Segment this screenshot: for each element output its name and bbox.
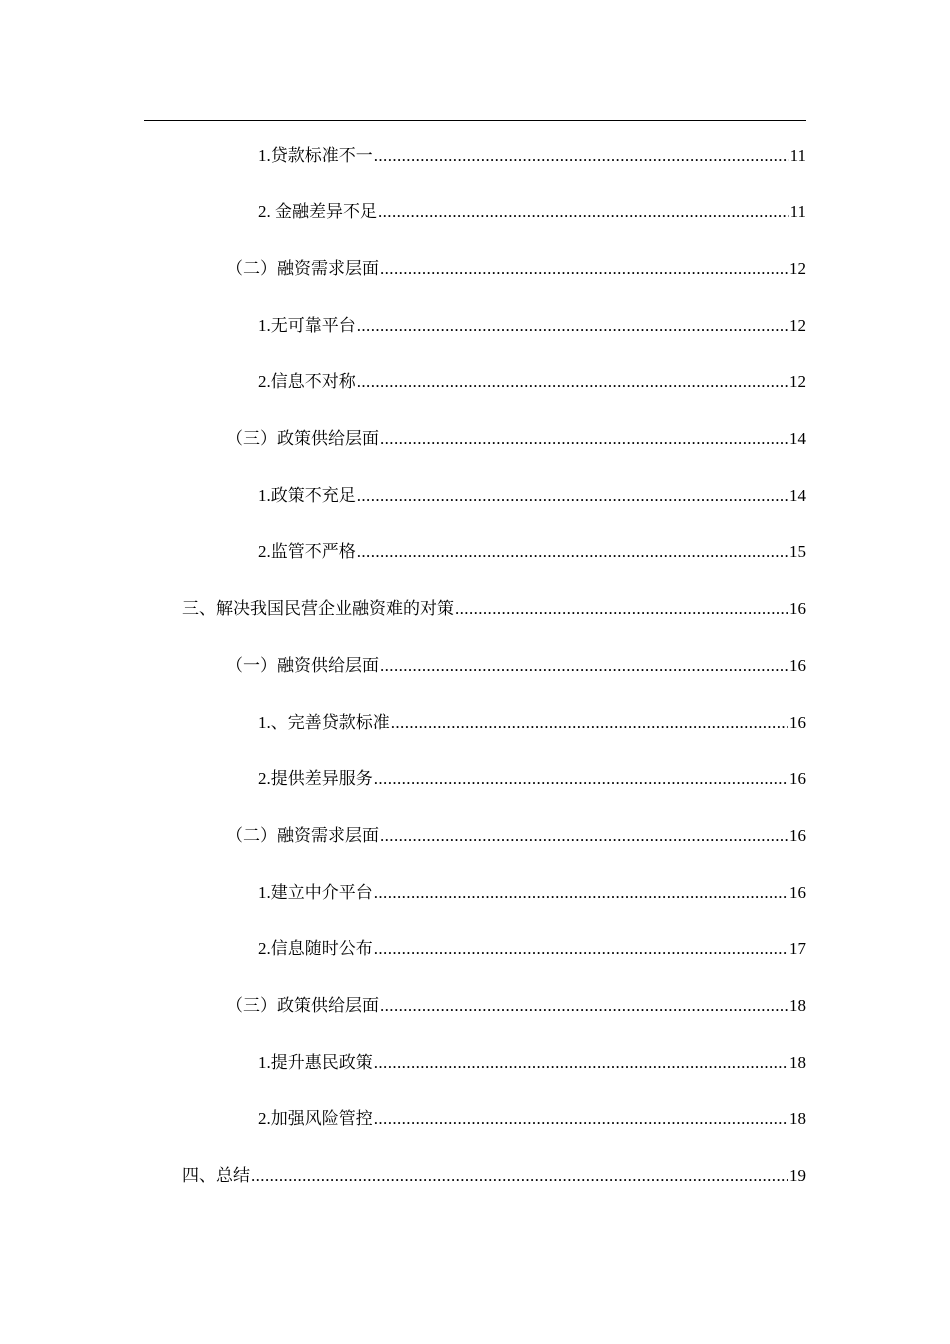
toc-dot-leader xyxy=(357,317,788,334)
toc-page-number: 16 xyxy=(789,882,806,902)
toc-entry-label: （三）政策供给层面 xyxy=(226,429,379,448)
toc-dot-leader xyxy=(357,373,788,390)
toc-page-number: 16 xyxy=(789,712,806,732)
toc-entry[interactable] xyxy=(182,581,806,637)
toc-page-number: 19 xyxy=(789,1166,806,1186)
toc-entry[interactable] xyxy=(258,694,806,750)
toc-entry[interactable] xyxy=(258,524,806,580)
toc-page-number: 16 xyxy=(789,825,806,845)
toc-entry[interactable] xyxy=(258,127,806,183)
toc-page-number: 12 xyxy=(789,372,806,392)
toc-page-number: 16 xyxy=(789,599,806,619)
toc-entry[interactable] xyxy=(258,1091,806,1147)
toc-dot-leader xyxy=(455,600,788,617)
toc-entry[interactable] xyxy=(226,807,806,863)
toc-entry-label: 1.政策不充足 xyxy=(258,485,356,505)
toc-entry-label: 2.监管不严格 xyxy=(258,542,356,562)
toc-page-number: 12 xyxy=(789,315,806,335)
toc-entry-label: 1.提升惠民政策 xyxy=(258,1052,373,1072)
toc-page-number: 18 xyxy=(789,1109,806,1129)
toc-dot-leader xyxy=(380,430,788,447)
toc-entry-label: 2. 金融差异不足 xyxy=(258,202,377,222)
toc-dot-leader xyxy=(374,940,788,957)
toc-page-number: 11 xyxy=(789,145,806,165)
toc-entry[interactable] xyxy=(258,297,806,353)
toc-page-number: 16 xyxy=(789,769,806,789)
toc-page-number: 16 xyxy=(789,655,806,675)
toc-entry[interactable] xyxy=(258,751,806,807)
header-rule xyxy=(144,120,806,121)
toc-entry[interactable] xyxy=(182,1148,806,1204)
toc-entry[interactable] xyxy=(258,184,806,240)
toc-page-number: 11 xyxy=(789,202,806,222)
toc-entry-label: （二）融资需求层面 xyxy=(226,825,379,845)
toc-dot-leader xyxy=(378,203,789,220)
toc-entry[interactable] xyxy=(226,411,806,467)
toc-dot-leader xyxy=(251,1167,788,1184)
toc-entry[interactable] xyxy=(258,921,806,977)
toc-dot-leader xyxy=(380,827,788,844)
toc-page-number: 15 xyxy=(789,542,806,562)
toc-entry-label: 1.建立中介平台 xyxy=(258,882,373,902)
toc-entry[interactable] xyxy=(258,467,806,523)
toc-dot-leader xyxy=(374,147,789,164)
toc-entry[interactable] xyxy=(226,978,806,1034)
toc-entry[interactable] xyxy=(226,240,806,296)
toc-entry-label: 1.贷款标准不一 xyxy=(258,145,373,165)
toc-entry-label: （一）融资供给层面 xyxy=(226,655,379,675)
toc-entry-label: 2.信息不对称 xyxy=(258,372,356,392)
toc-entry-label: 四、总结 xyxy=(182,1166,250,1186)
toc-page-number: 12 xyxy=(789,258,806,278)
toc-entry-label: 1.、完善贷款标准 xyxy=(258,712,390,732)
toc-entry-label: 三、解决我国民营企业融资难的对策 xyxy=(182,599,454,619)
toc-entry[interactable] xyxy=(226,637,806,693)
toc-dot-leader xyxy=(380,657,788,674)
toc-dot-leader xyxy=(380,997,788,1014)
toc-entry-label: 2.信息随时公布 xyxy=(258,939,373,959)
toc-page-number: 14 xyxy=(789,485,806,505)
toc-dot-leader xyxy=(357,487,788,504)
toc-dot-leader xyxy=(374,770,788,787)
toc-entry-label: 2.加强风险管控 xyxy=(258,1109,373,1129)
toc-entry-label: 1.无可靠平台 xyxy=(258,315,356,335)
toc-entry[interactable] xyxy=(258,354,806,410)
toc-dot-leader xyxy=(357,543,788,560)
toc-dot-leader xyxy=(374,1054,788,1071)
toc-entry-label: （三）政策供给层面 xyxy=(226,996,379,1015)
toc-entry[interactable] xyxy=(258,864,806,920)
toc-dot-leader xyxy=(374,884,788,901)
toc-entry-label: （二）融资需求层面 xyxy=(226,258,379,278)
toc-page-number: 18 xyxy=(789,1052,806,1072)
toc-dot-leader xyxy=(374,1110,788,1127)
toc-dot-leader xyxy=(380,260,788,277)
toc-entry-label: 2.提供差异服务 xyxy=(258,769,373,789)
toc-page-number: 14 xyxy=(789,429,806,448)
toc-dot-leader xyxy=(391,714,788,731)
toc-page-number: 18 xyxy=(789,996,806,1015)
toc-page-number: 17 xyxy=(789,939,806,959)
toc-entry[interactable] xyxy=(258,1034,806,1090)
